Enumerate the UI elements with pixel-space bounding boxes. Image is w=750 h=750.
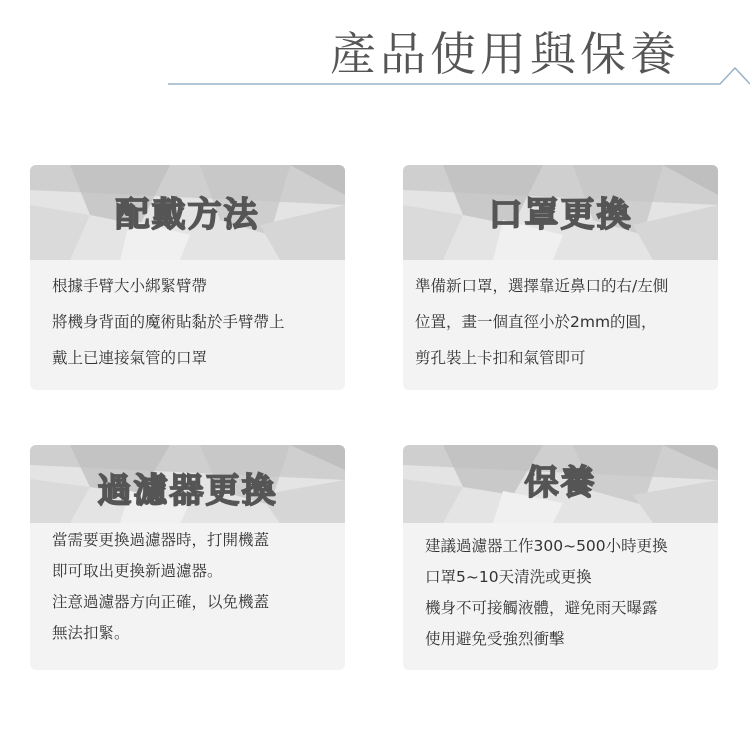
card-filter-replacement	[30, 445, 345, 670]
card-text-line: 準備新口罩，選擇靠近鼻口的右/左側	[415, 277, 669, 295]
card-banner	[30, 445, 345, 523]
card-text-line: 注意過濾器方向正確，以免機蓋	[52, 593, 270, 611]
header	[0, 0, 750, 110]
card-text-line: 使用避免受強烈衝擊	[425, 630, 565, 648]
card-body	[30, 523, 345, 649]
card-body	[30, 260, 345, 376]
card-text-line: 將機身背面的魔術貼黏於手臂帶上	[52, 313, 285, 331]
card-body	[403, 260, 718, 376]
card-banner	[403, 165, 718, 260]
card-title: 口罩更換	[488, 195, 633, 235]
card-body	[403, 523, 718, 655]
card-title: 配戴方法	[115, 195, 260, 235]
card-text-line: 戴上已連接氣管的口罩	[52, 349, 208, 367]
card-text-line: 位置，畫一個直徑小於2mm的圓，	[415, 313, 657, 331]
card-text-line: 剪孔裝上卡扣和氣管即可	[415, 349, 586, 367]
card-title: 過濾器更換	[97, 471, 278, 511]
card-text-line: 建議過濾器工作300~500小時更換	[425, 537, 668, 555]
page-title: 產品使用與保養	[330, 27, 680, 81]
card-title: 保養	[524, 463, 597, 503]
card-text-line: 無法扣緊。	[52, 624, 130, 642]
card-wearing-method	[30, 165, 345, 390]
card-text-line: 即可取出更換新過濾器。	[52, 562, 223, 580]
card-mask-replacement	[403, 165, 718, 390]
card-text-line: 口罩5~10天清洗或更換	[425, 568, 592, 586]
card-text-line: 根據手臂大小綁緊臂帶	[52, 277, 208, 295]
card-banner	[30, 165, 345, 260]
card-banner	[403, 445, 718, 523]
card-text-line: 機身不可接觸液體，避免雨天曝露	[425, 599, 658, 617]
card-text-line: 當需要更換過濾器時，打開機蓋	[52, 531, 270, 549]
card-maintenance	[403, 445, 718, 670]
